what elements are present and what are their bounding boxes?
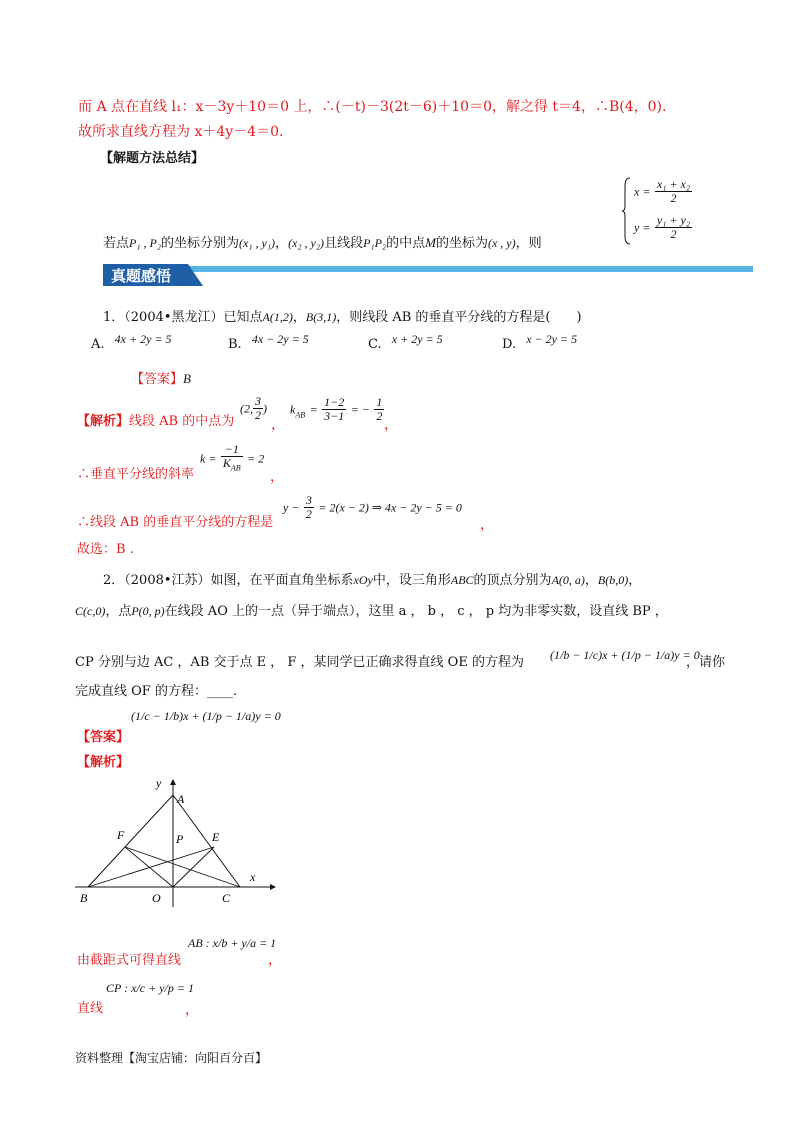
q1-eq [283,494,462,521]
kab-sub: AB [295,410,306,420]
coord-m: (x , y) [487,236,516,250]
midpoint-frac [253,395,263,422]
q1-option-c [368,332,443,352]
midpoint-num: 3 [255,394,261,408]
sys-y-lhs: y = [634,220,651,235]
q2-line1-mid2: 的顶点分别为 [473,573,552,588]
sys-y-den: 2 [670,227,677,241]
eq-lhs: y − [283,500,300,515]
sys-x-num: x₁ + x₂ [656,177,690,191]
line-oe [173,847,214,887]
q1-stem [103,306,582,325]
sys-x-frac [655,178,692,205]
q1-slope-eq [200,443,264,474]
q2-ab-eq: AB : x/b + y/a = 1 [188,936,277,950]
q2-line-4: 完成直线 OF 的方程：____. [75,684,238,699]
sys-y-frac [655,214,692,241]
q1-stem-mid: ， [292,310,306,325]
q1-midpoint [240,395,267,422]
q1-comma-4: ， [480,517,494,533]
eq-frac [304,494,314,521]
summary-mid1: 的坐标分别为 [161,236,240,251]
q1-eq-text: ∴线段 AB 的垂直平分线的方程是 [77,515,274,530]
label-f: F [117,828,125,842]
q1-stem-end: ，则线段 AB 的垂直平分线的方程是( ) [336,310,582,325]
kab-den: 3−1 [324,409,345,423]
q2-comma-2: ， [185,1002,199,1018]
q2-comma-1: ， [268,952,282,968]
label-e: E [212,830,220,844]
q1-answer-value: B [183,371,191,386]
q1-option-b [228,332,309,352]
footer: 资料整理【淘宝店铺：向阳百分百】 [75,1051,268,1065]
option-a-eq: 4x + 2y = 5 [114,332,172,346]
q2-intercept-text: 由截距式可得直线 [77,953,182,968]
q1-point-a: A(1,2) [262,310,293,324]
point-m: M [425,235,436,250]
q1-stem-pre: 1．（2004•黑龙江）已知点 [103,310,263,325]
q2-point-p: P(0, p) [131,604,165,618]
kab-result-frac [374,396,384,423]
q2-cp-eq: CP : x/c + y/p = 1 [106,981,194,995]
option-c-label: C. [368,337,382,352]
banner-bar [103,266,753,272]
option-b-eq: 4x − 2y = 5 [251,332,309,346]
label-b: B [80,891,88,905]
q1-comma-3: ， [270,469,284,485]
label-x: x [250,870,256,884]
midpoint-post: ) [263,401,267,416]
sys-x-lhs: x = [634,184,651,199]
summary-mid3: 的中点 [386,236,426,251]
option-d-eq: x − 2y = 5 [526,332,578,346]
summary-end: ，则 [515,236,542,251]
k-lhs: k = [200,451,217,466]
q2-line-3 [75,651,524,670]
q2-point-a: A(0, a) [551,573,585,587]
q1-option-a [91,332,172,352]
eq-den: 2 [305,507,312,521]
solution-line-2: 故所求直线方程为 x＋4y－4＝0. [78,124,284,140]
sys-y-num: y₁ + y₂ [656,213,690,227]
q2-analysis-label: 【解析】 [77,755,130,770]
k-den-sub: AB [230,463,241,473]
k-frac [221,443,243,474]
label-y: y [156,776,162,790]
brace-icon [622,176,632,246]
section-banner [103,264,753,286]
q2-line2-rest: 在线段 AO 上的一点（异于端点），这里 a ， b ， c ， p 均为非零实数，设直线 BP ， [164,604,668,619]
option-d-label: D. [502,337,517,352]
q1-conclusion: 故选：B . [77,542,134,557]
summary-pre: 若点 [103,236,130,251]
k-den: K [222,456,231,470]
label-o: O [152,891,161,905]
summary-mid2: 且线段 [324,236,364,251]
option-c-eq: x + 2y = 5 [391,332,443,346]
kab-num: 1−2 [324,395,345,409]
q1-slope-text: ∴垂直平分线的斜率 [77,467,195,482]
summary-text [103,232,542,251]
q1-comma-2: ， [384,417,398,433]
summary-mid4: 的坐标为 [435,236,488,251]
q2-cp-label: 直线 [77,1001,104,1016]
q2-line1-mid: 中，设三角形 [372,573,451,588]
q2-line-2 [75,600,668,619]
q1-option-d [502,332,578,352]
q2-line3-pre: CP 分别与边 AC ，AB 交于点 E ， F ，某同学已正确求得直线 OE 的方程为 [75,655,524,670]
kab-r-num: 1 [376,395,383,409]
sys-x-den: 2 [670,191,677,205]
option-a-label: A. [91,337,105,352]
q1-kab [290,396,384,423]
option-b-label: B. [228,337,242,352]
q1-analysis-1 [77,410,234,429]
kab-frac [322,396,346,423]
eq-num: 3 [305,493,312,507]
summary-heading: 【解题方法总结】 [100,151,205,166]
label-a: A [177,792,185,806]
q1-analysis-label: 【解析】 [77,414,130,429]
q1-answer [131,368,191,387]
q2-oe-eq: (1/b − 1/c)x + (1/p − 1/a)y = 0 [550,648,700,662]
q2-abc: ABC [450,573,474,587]
label-c: C [222,891,231,905]
solution-line-1: 而 A 点在直线 l₁：x－3y＋10＝0 上，∴(－t)－3(2t－6)＋10＝0，解之得 t＝4，∴B(4，0). [78,99,667,115]
eq-rhs: = 2(x − 2) ⇒ 4x − 2y − 5 = 0 [318,500,462,515]
p1p2: P₁ , P₂ [129,236,162,250]
q2-line-1: 2．（2008•江苏）如图，在平面直角坐标系xOy中，设三角形ABC的顶点分别为A(0, a)，B(b,0)， [103,573,642,588]
segment-p1p2: P₁P₂ [363,236,387,250]
coord1: (x₁ , y₁) [239,236,276,250]
k-rhs: = 2 [247,451,265,466]
kab-eq2: = − [350,402,370,417]
line-of [125,847,173,887]
q2-point-b: B(b,0) [597,573,629,587]
triangle-figure [70,775,290,910]
kab-r-den: 2 [376,409,383,423]
separator: ， [275,236,289,251]
q2-answer-label: 【答案】 [77,730,130,745]
line-cp [125,847,240,887]
midpoint-den: 2 [255,408,261,422]
banner-title: 真题感悟 [111,267,172,285]
q2-xoy: xOy [353,573,373,587]
q1-answer-label: 【答案】 [131,372,184,387]
q2-line2-mid: ，点 [105,604,132,619]
q2-point-c: C(c,0) [75,604,106,618]
midpoint-pre: (2, [240,401,253,416]
q1-comma-1: ， [271,417,285,433]
kab-lhs: k [290,402,296,417]
kab-eq: = [309,402,318,417]
q2-line3-end: ，请你 [686,655,726,670]
q2-line1-pre: 2．（2008•江苏）如图，在平面直角坐标系 [103,573,354,588]
coord2: (x₂ , y₂) [288,236,325,250]
k-num: −1 [221,443,243,457]
q2-answer-eq: (1/c − 1/b)x + (1/p − 1/a)y = 0 [131,709,281,723]
label-p: P [176,832,184,846]
q1-point-b: B(3,1) [305,310,337,324]
q1-analysis-text: 线段 AB 的中点为 [129,414,235,429]
